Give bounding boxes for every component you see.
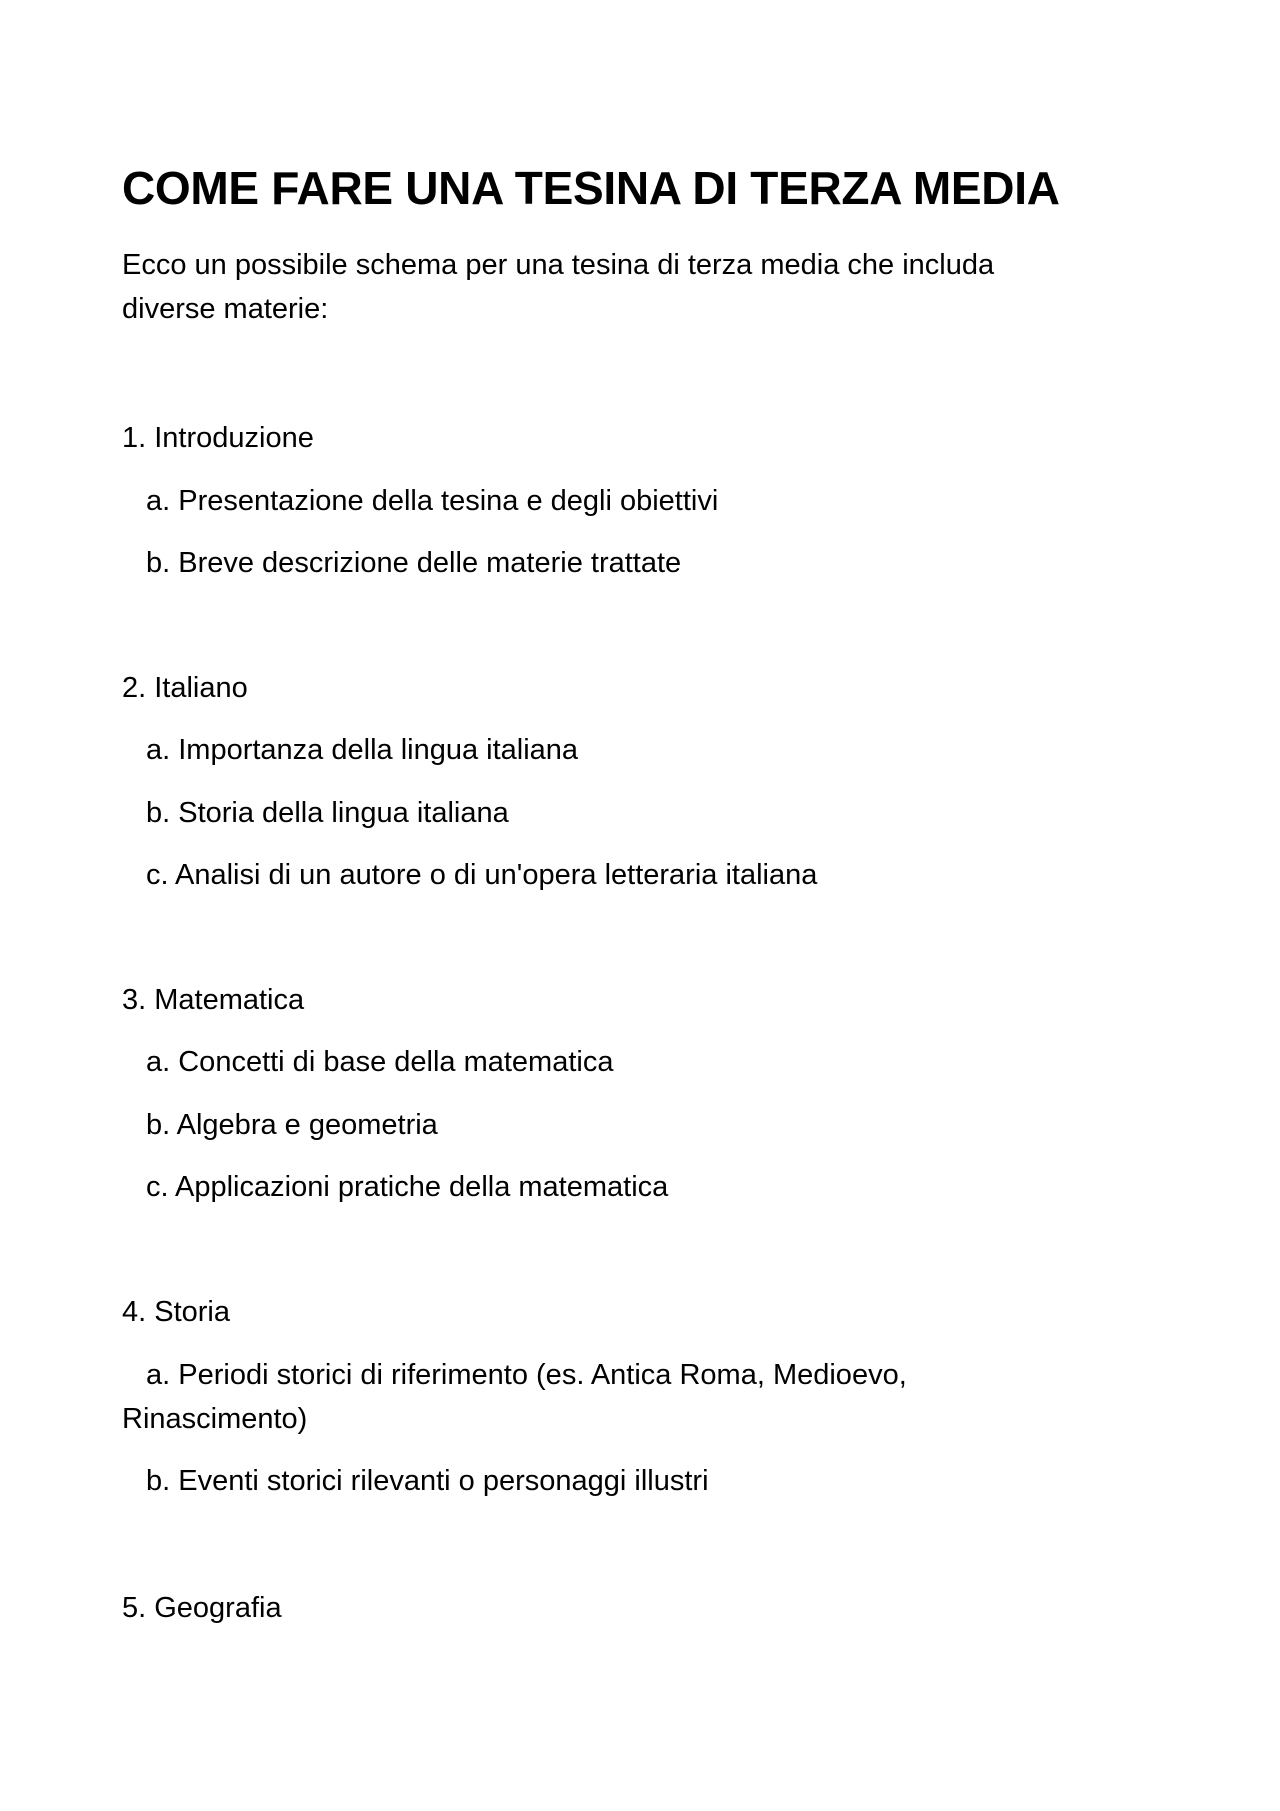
document-title: COME FARE UNA TESINA DI TERZA MEDIA: [122, 162, 1060, 214]
section-heading-italiano: 2. Italiano: [122, 672, 248, 704]
list-item: a. Concetti di base della matematica: [146, 1046, 614, 1078]
section-heading-matematica: 3. Matematica: [122, 984, 305, 1016]
list-item: b. Breve descrizione delle materie trattate: [146, 547, 682, 579]
list-item: a. Importanza della lingua italiana: [146, 734, 579, 766]
list-item-continuation: Rinascimento): [122, 1403, 308, 1435]
list-item: b. Storia della lingua italiana: [146, 797, 509, 829]
list-item: c. Applicazioni pratiche della matematica: [146, 1171, 669, 1203]
section-heading-introduzione: 1. Introduzione: [122, 422, 314, 454]
list-item: b. Algebra e geometria: [146, 1109, 438, 1141]
list-item: c. Analisi di un autore o di un'opera letteraria italiana: [146, 859, 818, 891]
section-heading-storia: 4. Storia: [122, 1296, 230, 1328]
intro-paragraph: Ecco un possibile schema per una tesina di terza media che includa diverse materie:: [122, 249, 995, 325]
list-item: a. Presentazione della tesina e degli obiettivi: [146, 485, 719, 517]
list-item: b. Eventi storici rilevanti o personaggi illustri: [146, 1465, 709, 1497]
section-heading-geografia: 5. Geografia: [122, 1592, 282, 1624]
list-item: a. Periodi storici di riferimento (es. Antica Roma, Medioevo,: [146, 1359, 907, 1391]
